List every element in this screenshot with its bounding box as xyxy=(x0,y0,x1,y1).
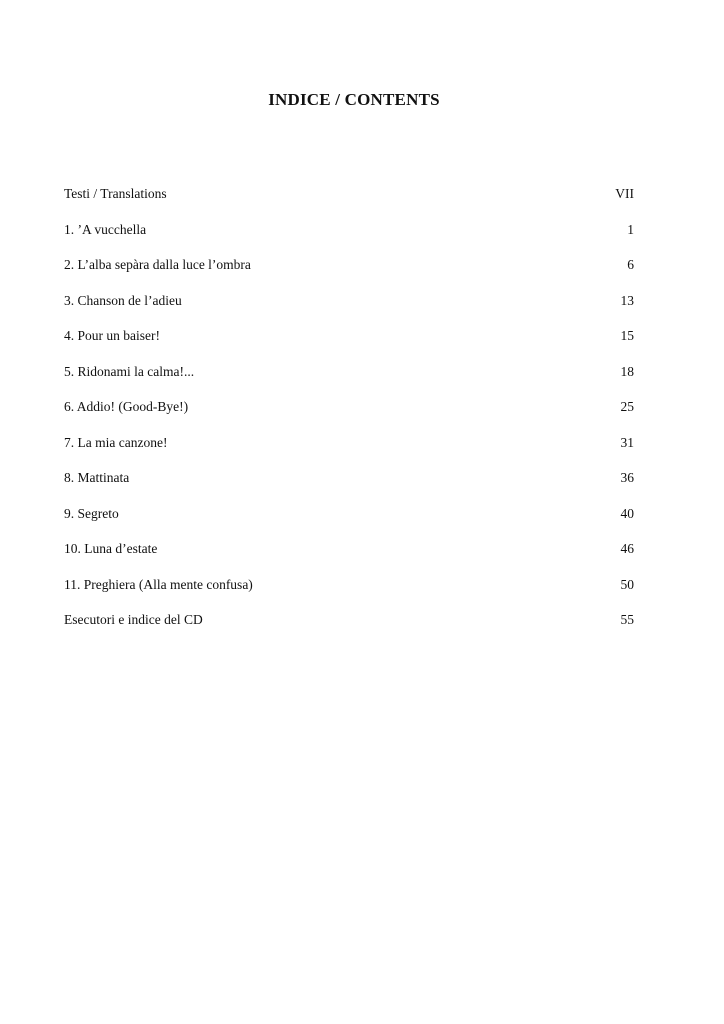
toc-entry xyxy=(64,328,634,364)
toc-entry xyxy=(64,399,634,435)
toc-entry-page: 15 xyxy=(620,328,634,343)
toc-entry xyxy=(64,612,634,648)
toc-entry-page: 46 xyxy=(620,541,634,556)
toc-entry-page: 25 xyxy=(620,399,634,414)
toc-entry-title: 6. Addio! (Good-Bye!) xyxy=(64,399,189,414)
toc-entry-title: Testi / Translations xyxy=(64,186,167,201)
toc-entry-title: 9. Segreto xyxy=(64,505,119,521)
toc-entry xyxy=(64,541,634,577)
toc-entry-page: 55 xyxy=(620,612,634,627)
toc-entry xyxy=(64,364,634,400)
toc-entry-page: 31 xyxy=(620,434,634,450)
toc-entry-title: 1. ’A vucchella xyxy=(64,221,147,237)
toc-entry-title: Esecutori e indice del CD xyxy=(64,612,203,627)
toc-entry-page: 36 xyxy=(620,470,634,485)
toc-entry-page: 18 xyxy=(620,363,634,379)
toc-entry xyxy=(64,293,634,329)
toc-entry-title: 8. Mattinata xyxy=(64,470,130,485)
toc-entry xyxy=(64,577,634,613)
toc-entry xyxy=(64,222,634,258)
toc-entry-title: 11. Preghiera (Alla mente confusa) xyxy=(64,576,253,592)
toc-entry xyxy=(64,435,634,471)
toc-entry-page: 40 xyxy=(620,505,634,521)
toc-entry-page: 1 xyxy=(627,221,634,237)
toc-entry-page: 50 xyxy=(620,576,634,592)
toc-entry-page: VII xyxy=(615,186,634,201)
toc-entry xyxy=(64,470,634,506)
toc-entry xyxy=(64,186,634,222)
table-of-contents xyxy=(64,186,634,648)
toc-entry-title: 2. L’alba sepàra dalla luce l’ombra xyxy=(64,257,251,272)
toc-entry xyxy=(64,506,634,542)
toc-entry-title: 10. Luna d’estate xyxy=(64,541,158,556)
toc-entry-title: 4. Pour un baiser! xyxy=(64,328,160,343)
toc-entry-page: 6 xyxy=(627,257,634,272)
toc-entry-title: 5. Ridonami la calma!... xyxy=(64,363,195,379)
page-title: INDICE / CONTENTS xyxy=(268,90,440,109)
toc-entry-page: 13 xyxy=(620,292,634,308)
toc-entry-title: 7. La mia canzone! xyxy=(64,434,168,450)
toc-entry-title: 3. Chanson de l’adieu xyxy=(64,292,182,308)
toc-entry xyxy=(64,257,634,293)
